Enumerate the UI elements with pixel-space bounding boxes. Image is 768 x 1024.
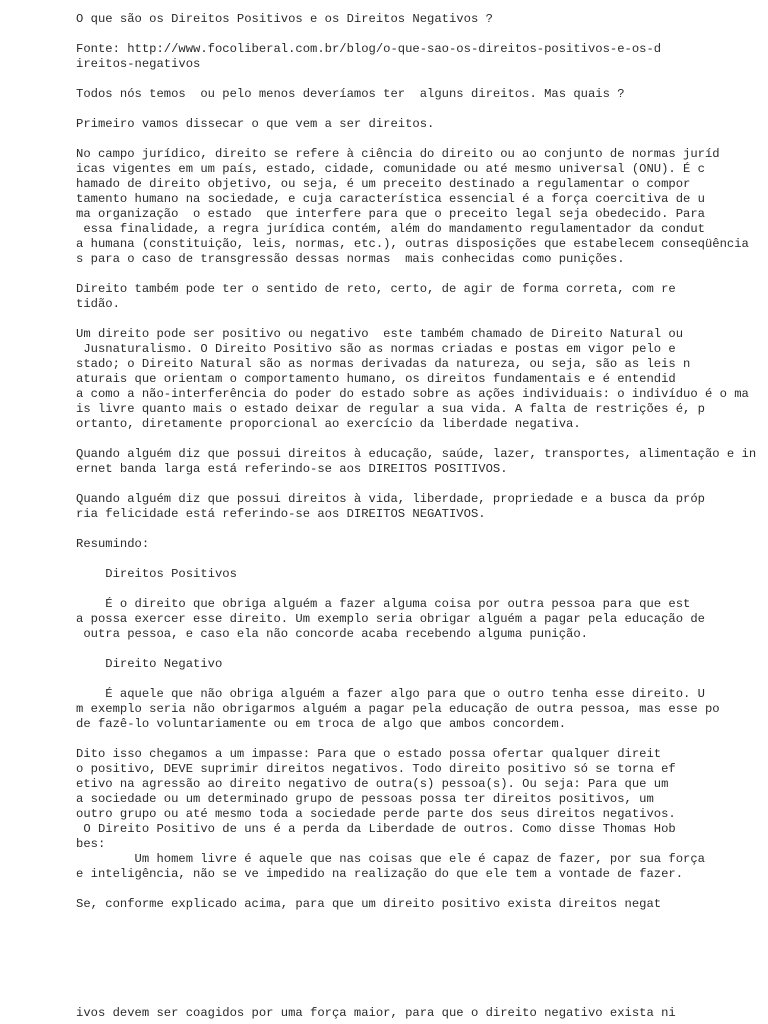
blank-line <box>76 672 756 687</box>
text-line: Direitos Positivos <box>76 567 237 581</box>
text-line: Dito isso chegamos a um impasse: Para que o estado possa ofertar qualquer direit <box>76 747 662 761</box>
blank-line <box>76 27 756 42</box>
text-line: É aquele que não obriga alguém a fazer algo para que o outro tenha esse direito. U <box>76 687 705 701</box>
blank-line <box>76 267 756 282</box>
text-line: a como a não-interferência do poder do estado sobre as ações individuais: o indivíduo é o ma <box>76 387 749 401</box>
text-line: etivo na agressão ao direito negativo de outra(s) pessoa(s). Ou seja: Para que um <box>76 777 669 791</box>
text-line: icas vigentes em um país, estado, cidade, comunidade ou até mesmo universal (ONU). É c <box>76 162 705 176</box>
text-line: Direito Negativo <box>76 657 223 671</box>
text-line: a sociedade ou um determinado grupo de pessoas possa ter direitos positivos, um <box>76 792 654 806</box>
document-body <box>76 12 756 912</box>
text-line: É o direito que obriga alguém a fazer alguma coisa por outra pessoa para que est <box>76 597 691 611</box>
blank-line <box>76 552 756 567</box>
blank-line <box>76 582 756 597</box>
text-line: ortanto, diretamente proporcional ao exercício da liberdade negativa. <box>76 417 581 431</box>
text-line: Jusnaturalismo. O Direito Positivo são as normas criadas e postas em vigor pelo e <box>76 342 676 356</box>
text-line: aturais que orientam o comportamento humano, os direitos fundamentais e é entendid <box>76 372 676 386</box>
text-line: tidão. <box>76 297 120 311</box>
text-line: Quando alguém diz que possui direitos à vida, liberdade, propriedade e a busca da próp <box>76 492 705 506</box>
text-line: e inteligência, não se ve impedido na realização do que ele tem a vontade de fazer. <box>76 867 684 881</box>
text-line: Todos nós temos ou pelo menos deveríamos ter alguns direitos. Mas quais ? <box>76 87 625 101</box>
text-line: de fazê-lo voluntariamente ou em troca de algo que ambos concordem. <box>76 717 567 731</box>
blank-line <box>76 72 756 87</box>
blank-line <box>76 477 756 492</box>
text-line: outra pessoa, e caso ela não concorde acaba recebendo alguma punição. <box>76 627 588 641</box>
blank-line <box>76 732 756 747</box>
text-line: Fonte: http://www.focoliberal.com.br/blog/o-que-sao-os-direitos-positivos-e-os-d <box>76 42 662 56</box>
text-line: bes: <box>76 837 106 851</box>
text-line: O Direito Positivo de uns é a perda da Liberdade de outros. Como disse Thomas Hob <box>76 822 676 836</box>
text-line: outro grupo ou até mesmo toda a sociedade perde parte dos seus direitos negativos. <box>76 807 676 821</box>
text-line: a humana (constituição, leis, normas, etc.), outras disposições que estabelecem conseqüência <box>76 237 749 251</box>
text-line: Um direito pode ser positivo ou negativo este também chamado de Direito Natural ou <box>76 327 684 341</box>
text-line: Um homem livre é aquele que nas coisas que ele é capaz de fazer, por sua força <box>76 852 705 866</box>
text-line: ernet banda larga está referindo-se aos DIREITOS POSITIVOS. <box>76 462 508 476</box>
text-line: ria felicidade está referindo-se aos DIREITOS NEGATIVOS. <box>76 507 486 521</box>
text-line: ma organização o estado que interfere para que o preceito legal seja obedecido. Para <box>76 207 705 221</box>
document-continuation-line: ivos devem ser coagidos por uma força maior, para que o direito negativo exista ni <box>76 1006 676 1020</box>
blank-line <box>76 312 756 327</box>
text-line: is livre quanto mais o estado deixar de regular a sua vida. A falta de restrições é, p <box>76 402 705 416</box>
text-line: Primeiro vamos dissecar o que vem a ser direitos. <box>76 117 435 131</box>
blank-line <box>76 132 756 147</box>
blank-line <box>76 642 756 657</box>
text-line: a possa exercer esse direito. Um exemplo seria obrigar alguém a pagar pela educação de <box>76 612 705 626</box>
text-line: Quando alguém diz que possui direitos à educação, saúde, lazer, transportes, alimentação e in <box>76 447 757 461</box>
text-line: Direito também pode ter o sentido de reto, certo, de agir de forma correta, com re <box>76 282 676 296</box>
text-line: o positivo, DEVE suprimir direitos negativos. Todo direito positivo só se torna ef <box>76 762 676 776</box>
blank-line <box>76 432 756 447</box>
text-line: Resumindo: <box>76 537 150 551</box>
text-line: No campo jurídico, direito se refere à ciência do direito ou ao conjunto de normas juríd <box>76 147 720 161</box>
text-line: ireitos-negativos <box>76 57 201 71</box>
text-line: Se, conforme explicado acima, para que um direito positivo exista direitos negat <box>76 897 662 911</box>
text-line: stado; o Direito Natural são as normas derivadas da natureza, ou seja, são as leis n <box>76 357 691 371</box>
text-line: tamento humano na sociedade, e cuja característica essencial é a força coercitiva de u <box>76 192 705 206</box>
text-line: hamado de direito objetivo, ou seja, é um preceito destinado a regulamentar o compor <box>76 177 691 191</box>
blank-line <box>76 522 756 537</box>
text-line: essa finalidade, a regra jurídica contém, além do mandamento regulamentador da condut <box>76 222 705 236</box>
text-line: O que são os Direitos Positivos e os Direitos Negativos ? <box>76 12 493 26</box>
blank-line <box>76 882 756 897</box>
text-line: s para o caso de transgressão dessas normas mais conhecidas como punições. <box>76 252 625 266</box>
blank-line <box>76 102 756 117</box>
text-line: m exemplo seria não obrigarmos alguém a pagar pela educação de outra pessoa, mas esse po <box>76 702 720 716</box>
